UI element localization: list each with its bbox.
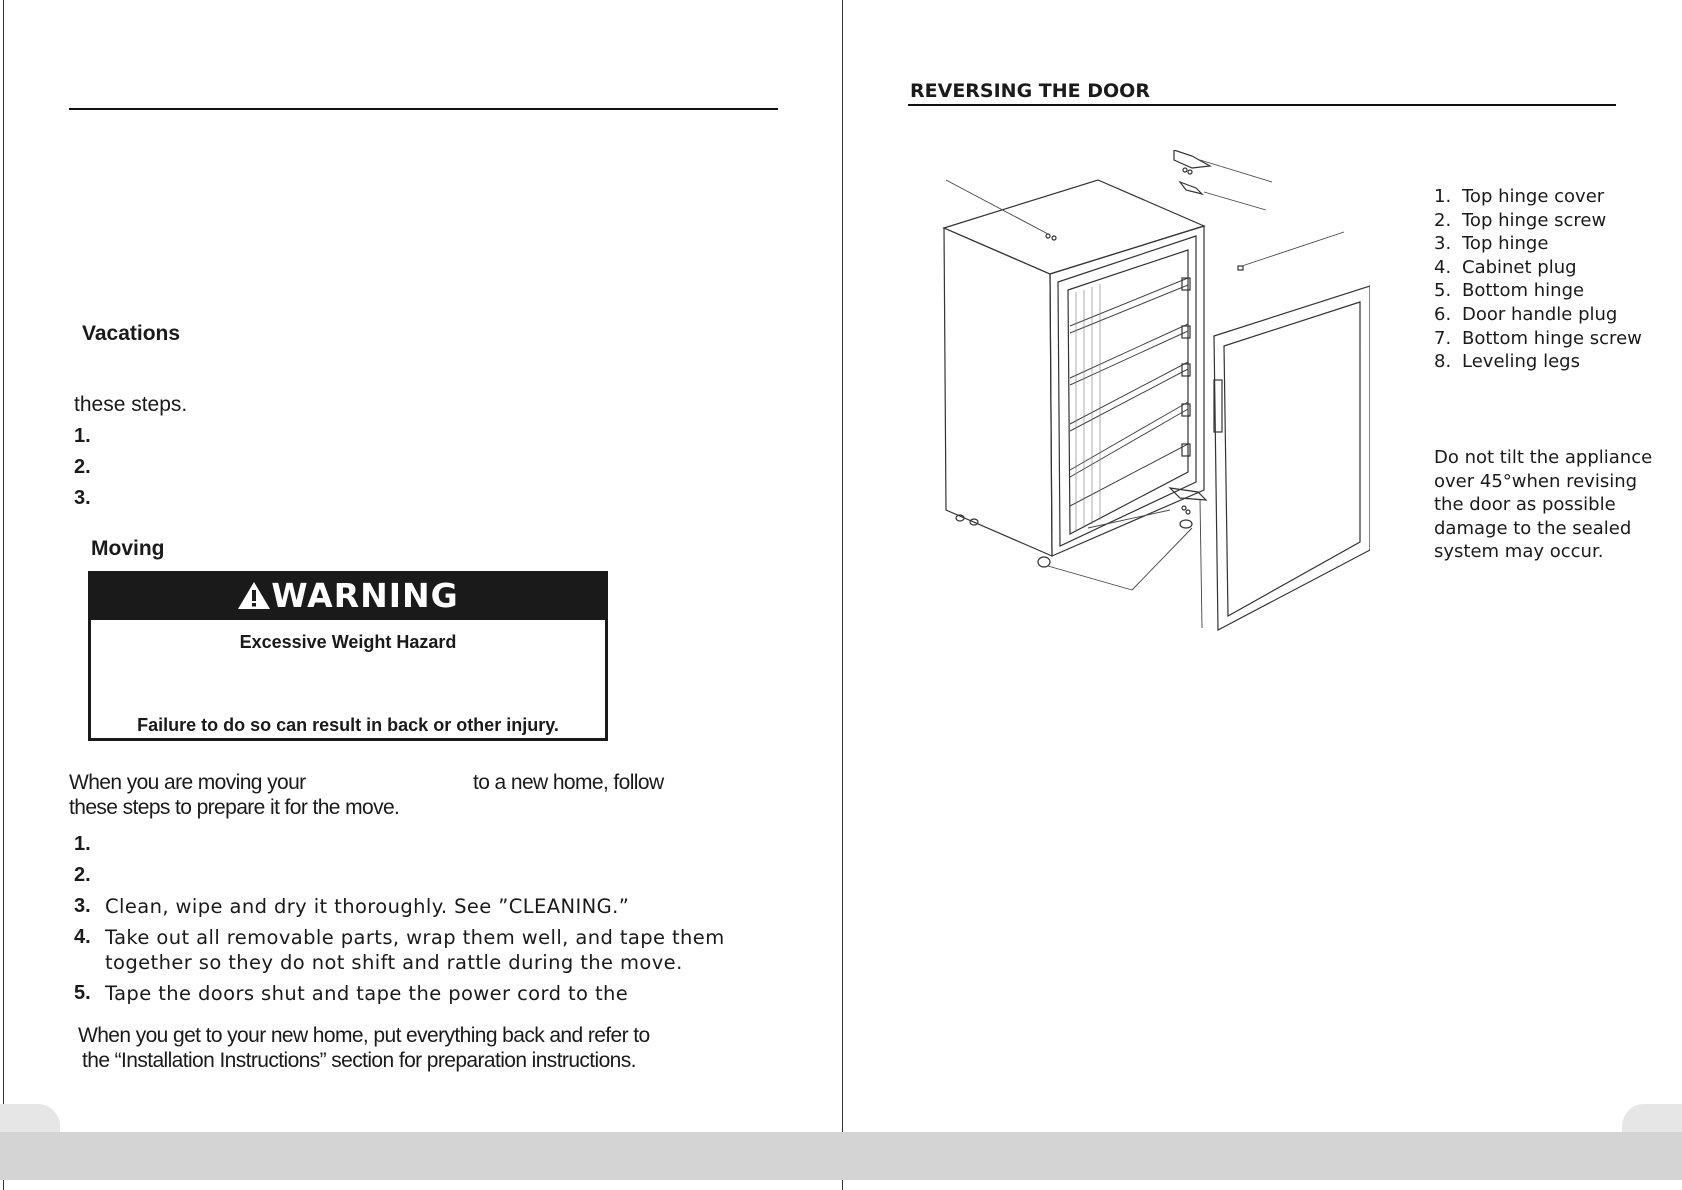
caution-line: system may occur. [1434, 541, 1604, 563]
top-hinge [1180, 182, 1202, 194]
legend-label: Top hinge cover [1462, 186, 1605, 207]
caution-line: over 45°when revising [1434, 470, 1638, 492]
cabinet-front [1050, 226, 1204, 556]
closing-line-2: the “Installation Instructions” section for preparation instructions. [82, 1049, 636, 1072]
header-rule-right [908, 104, 1616, 106]
legend-num: 5. [1434, 280, 1452, 302]
moving-intro-part1: When you are moving your [69, 771, 306, 794]
moving-step-3-text: Clean, wipe and dry it thoroughly. See ”CLEANING.” [105, 895, 630, 918]
warning-header [88, 571, 608, 620]
legend-item-cabinet-plug [1434, 257, 1642, 281]
closing-line-1: When you get to your new home, put everything back and refer to [78, 1024, 650, 1047]
page-spine [842, 0, 843, 1190]
legend-num: 3. [1434, 233, 1452, 255]
moving-step-3-num: 3. [74, 895, 91, 917]
parts-legend [1434, 186, 1642, 375]
section-heading: REVERSING THE DOOR [910, 80, 1150, 102]
moving-heading: Moving [91, 537, 165, 560]
legend-label: Cabinet plug [1462, 256, 1577, 278]
door-reversal-diagram [930, 150, 1370, 650]
caution-line: damage to the sealed [1434, 517, 1632, 539]
header-rule-left [69, 108, 778, 110]
legend-label: Bottom hinge [1462, 280, 1585, 302]
legend-num: 7. [1434, 327, 1452, 349]
moving-step-5-num: 5. [74, 982, 91, 1004]
moving-intro-part2: to a new home, follow [473, 771, 664, 794]
legend-num: 8. [1434, 351, 1452, 373]
caution-line: the door as possible [1434, 494, 1616, 516]
moving-step-1-num: 1. [74, 833, 91, 855]
caution-line: Do not tilt the appliance [1434, 447, 1653, 468]
vacations-step-3: 3. [74, 487, 91, 509]
legend-label: Leveling legs [1462, 351, 1580, 373]
legend-item-top-hinge-cover [1434, 186, 1642, 210]
legend-num: 4. [1434, 256, 1452, 278]
cabinet-side [944, 228, 1052, 556]
warning-title: WARNING [271, 576, 459, 615]
moving-step-5-text: Tape the doors shut and tape the power cord to the [105, 982, 629, 1005]
legend-item-leveling-legs [1434, 351, 1642, 375]
leveling-leg-front [1180, 520, 1192, 528]
moving-step-2-num: 2. [74, 864, 91, 886]
cabinet-top [944, 180, 1204, 274]
vacations-step-1: 1. [74, 425, 91, 447]
legend-num: 1. [1434, 186, 1452, 207]
legend-item-top-hinge [1434, 233, 1642, 257]
legend-num: 2. [1434, 209, 1452, 231]
legend-item-door-handle-plug [1434, 304, 1642, 328]
footer-band [0, 1132, 1682, 1180]
legend-label: Bottom hinge screw [1462, 327, 1642, 349]
legend-item-bottom-hinge [1434, 280, 1642, 304]
moving-intro-part3: these steps to prepare it for the move. [69, 796, 400, 819]
vacations-step-2: 2. [74, 456, 91, 478]
legend-num: 6. [1434, 303, 1452, 325]
tilt-caution-note [1434, 446, 1652, 564]
warning-consequence: Failure to do so can result in back or other injury. [137, 715, 559, 735]
warning-hazard: Excessive Weight Hazard [239, 632, 457, 652]
vacations-intro: these steps. [74, 393, 188, 416]
legend-label: Door handle plug [1462, 303, 1618, 325]
moving-step-4-text: Take out all removable parts, wrap them well, and tape them [105, 926, 725, 949]
moving-step-4-num: 4. [74, 926, 91, 948]
legend-item-top-hinge-screw [1434, 210, 1642, 234]
bottom-hinge [1170, 488, 1206, 500]
vacations-heading: Vacations [82, 322, 181, 345]
cabinet-plug [1238, 266, 1243, 270]
page-edge-left [3, 0, 4, 1190]
legend-item-bottom-hinge-screw [1434, 328, 1642, 352]
legend-label: Top hinge screw [1462, 209, 1607, 231]
moving-step-4-text-cont: together so they do not shift and rattle during the move. [105, 951, 683, 974]
legend-label: Top hinge [1462, 233, 1549, 255]
leveling-leg-back [1038, 557, 1050, 567]
top-hinge-cover [1174, 150, 1210, 168]
warning-triangle-icon [237, 580, 271, 610]
glass-door [1214, 286, 1370, 630]
cabinet-opening [1058, 236, 1196, 546]
